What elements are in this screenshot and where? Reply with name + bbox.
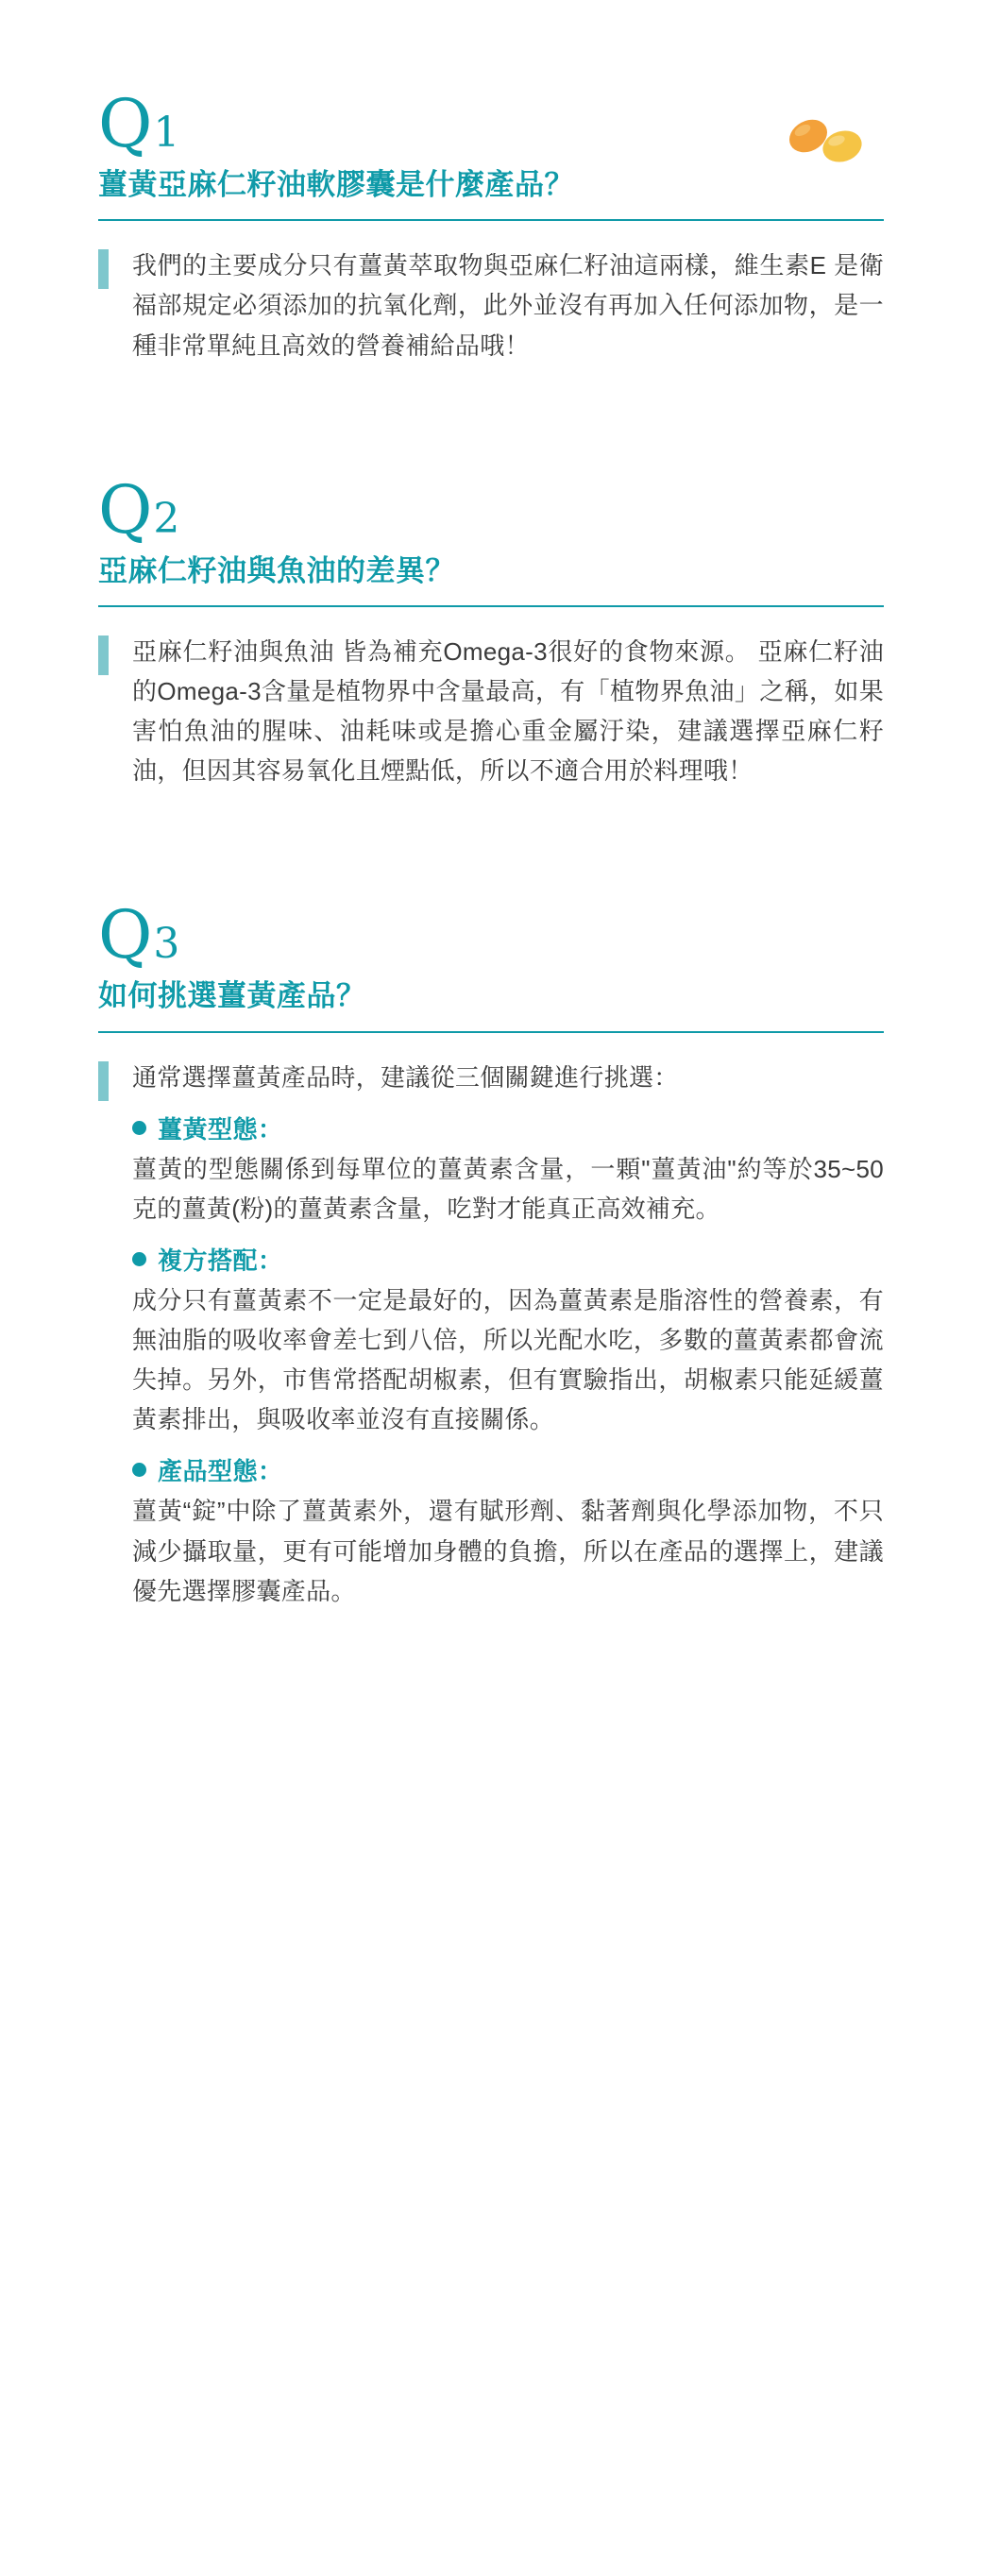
faq-item-1 — [98, 85, 884, 365]
faq-divider-2 — [98, 605, 884, 607]
faq-answer-3 — [98, 1058, 884, 1611]
faq-q-number-2: 2 — [153, 494, 180, 543]
bullet-dot-icon — [132, 1252, 146, 1266]
faq-subsection-heading-text: 複方搭配： — [158, 1246, 283, 1275]
faq-subsection-body-2: 成分只有薑黃素不一定是最好的，因為薑黃素是脂溶性的營養素，有無油脂的吸收率會差七到八倍，所以光配水吃，多數的薑黃素都會流失掉。另外，市售常搭配胡椒素，但有實驗指出，胡椒素只能延緩薑黃素排出，與吸收率並沒有直接關係。 — [132, 1285, 884, 1434]
faq-subsection-heading-1 — [132, 1110, 884, 1145]
faq-item-2 — [98, 470, 884, 791]
faq-q-label-1 — [98, 85, 884, 162]
faq-subsection-body-3: 薑黃“錠”中除了薑黃素外，還有賦形劑、黏著劑與化學添加物，不只減少攝取量，更有可能增加身體的負擔，所以在產品的選擇上，建議優先選擇膠囊產品。 — [132, 1497, 884, 1605]
faq-item-3 — [98, 896, 884, 1610]
faq-divider-3 — [98, 1031, 884, 1033]
faq-subsection-body-1: 薑黃的型態關係到每單位的薑黃素含量，一顆"薑黃油"約等於35~50克的薑黃(粉)的薑黃素含量，吃對才能真正高效補充。 — [132, 1154, 884, 1223]
faq-q-letter-2: Q — [98, 470, 152, 549]
faq-answer-paragraph: 我們的主要成分只有薑黃萃取物與亞麻仁籽油這兩樣，維生素E 是衛福部規定必須添加的抗氧化劑，此外並沒有再加入任何添加物，是一種非常單純且高效的營養補給品哦！ — [132, 251, 884, 360]
faq-q-letter-3: Q — [98, 896, 152, 974]
faq-answer-paragraph: 通常選擇薑黃產品時，建議從三個關鍵進行挑選： — [132, 1062, 679, 1092]
faq-subsection-heading-3 — [132, 1452, 884, 1487]
faq-q-label-3 — [98, 896, 884, 974]
faq-answer-paragraph: 亞麻仁籽油與魚油 皆為補充Omega-3很好的食物來源。 亞麻仁籽油的Omega-3含量是植物界中含量最高，有「植物界魚油」之稱，如果害怕魚油的腥味、油耗味或是擔心重金屬汙染，建議選擇亞麻仁籽油，但因其容易氧化且煙點低，所以不適合用於料理哦！ — [132, 636, 884, 786]
faq-subsection-heading-text: 薑黃型態： — [158, 1114, 283, 1144]
faq-divider-1 — [98, 219, 884, 221]
bullet-dot-icon — [132, 1463, 146, 1477]
faq-answer-1 — [98, 246, 884, 364]
faq-subsection-heading-2 — [132, 1242, 884, 1277]
faq-answer-2 — [98, 632, 884, 790]
faq-q-number-3: 3 — [153, 920, 180, 969]
faq-q-number-1: 1 — [153, 109, 180, 157]
faq-question-title-3: 如何挑選薑黃產品？ — [98, 979, 366, 1013]
faq-question-title-1: 薑黃亞麻仁籽油軟膠囊是什麼產品？ — [98, 168, 574, 201]
faq-subsection-heading-text: 產品型態： — [158, 1457, 283, 1486]
faq-question-title-2: 亞麻仁籽油與魚油的差異？ — [98, 553, 455, 587]
faq-q-label-2 — [98, 470, 884, 549]
bullet-dot-icon — [132, 1121, 146, 1135]
faq-q-letter-1: Q — [98, 85, 152, 162]
